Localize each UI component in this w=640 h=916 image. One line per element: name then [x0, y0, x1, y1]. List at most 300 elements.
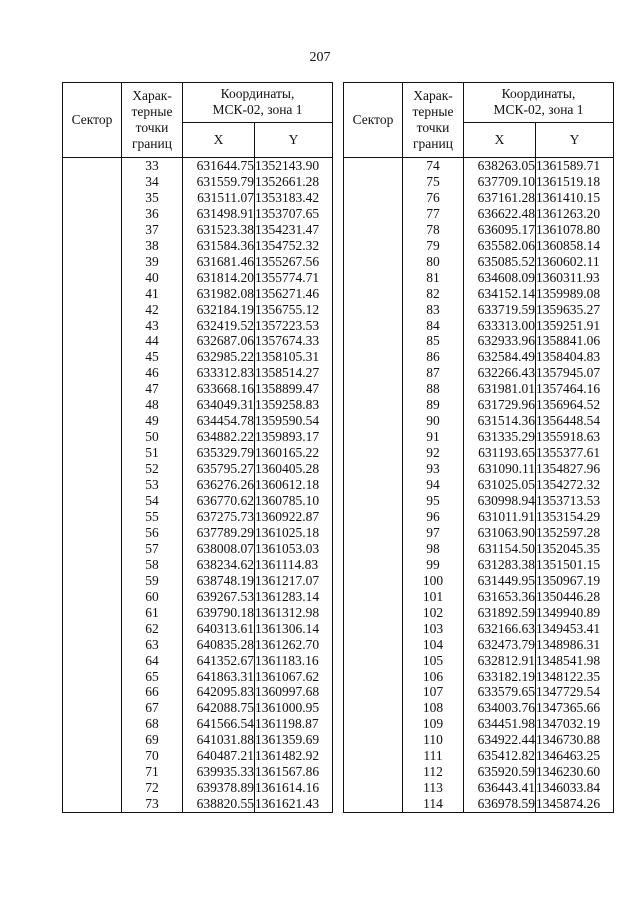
x-coordinate-cell: 631011.91	[464, 509, 536, 525]
y-coordinate-cell: 1350446.28	[536, 589, 614, 605]
sector-cell	[344, 413, 403, 429]
y-coordinate-cell: 1361183.16	[255, 653, 333, 669]
y-coordinate-cell: 1361306.14	[255, 621, 333, 637]
x-coordinate-cell: 640487.21	[183, 748, 255, 764]
point-number-cell: 66	[122, 684, 183, 700]
sector-cell	[63, 174, 122, 190]
sector-cell	[63, 222, 122, 238]
table-row	[63, 684, 333, 700]
sector-cell	[344, 509, 403, 525]
sector-cell	[344, 748, 403, 764]
y-coordinate-cell: 1359989.08	[536, 286, 614, 302]
point-number-cell: 61	[122, 605, 183, 621]
point-number-cell: 54	[122, 493, 183, 509]
point-number-cell: 38	[122, 238, 183, 254]
point-number-cell: 86	[403, 349, 464, 365]
sector-cell	[63, 302, 122, 318]
x-coordinate-cell: 635412.82	[464, 748, 536, 764]
y-coordinate-cell: 1356448.54	[536, 413, 614, 429]
table-row	[344, 254, 614, 270]
table-row	[63, 333, 333, 349]
point-number-cell: 47	[122, 381, 183, 397]
x-coordinate-cell: 636095.17	[464, 222, 536, 238]
y-coordinate-cell: 1353713.53	[536, 493, 614, 509]
point-number-cell: 108	[403, 700, 464, 716]
table-row	[344, 461, 614, 477]
y-coordinate-cell: 1361263.20	[536, 206, 614, 222]
points-header-line3: точки	[135, 120, 169, 135]
point-number-cell: 44	[122, 333, 183, 349]
x-coordinate-cell: 641352.67	[183, 653, 255, 669]
table-row	[63, 286, 333, 302]
point-number-cell: 84	[403, 318, 464, 334]
point-number-cell: 65	[122, 669, 183, 685]
y-coordinate-cell: 1354231.47	[255, 222, 333, 238]
table-row	[63, 413, 333, 429]
sector-cell	[63, 445, 122, 461]
sector-cell	[63, 270, 122, 286]
sector-cell	[63, 365, 122, 381]
y-coordinate-cell: 1356271.46	[255, 286, 333, 302]
x-coordinate-cell: 633313.00	[464, 318, 536, 334]
table-row	[63, 190, 333, 206]
x-coordinate-cell: 638748.19	[183, 573, 255, 589]
point-number-cell: 114	[403, 796, 464, 812]
point-number-cell: 105	[403, 653, 464, 669]
x-header: X	[464, 122, 536, 157]
sector-cell	[344, 764, 403, 780]
point-number-cell: 104	[403, 637, 464, 653]
points-header-line3: точки	[416, 120, 450, 135]
sector-cell	[63, 318, 122, 334]
sector-cell	[344, 525, 403, 541]
y-coordinate-cell: 1361114.83	[255, 557, 333, 573]
y-coordinate-cell: 1361198.87	[255, 716, 333, 732]
x-coordinate-cell: 638820.55	[183, 796, 255, 812]
coords-header	[183, 83, 333, 123]
x-coordinate-cell: 631193.65	[464, 445, 536, 461]
sector-cell	[63, 397, 122, 413]
table-row	[344, 509, 614, 525]
sector-cell	[63, 557, 122, 573]
point-number-cell: 33	[122, 158, 183, 174]
table-row	[344, 238, 614, 254]
y-coordinate-cell: 1347729.54	[536, 684, 614, 700]
y-coordinate-cell: 1358514.27	[255, 365, 333, 381]
table-row	[63, 461, 333, 477]
x-coordinate-cell: 631511.07	[183, 190, 255, 206]
y-coordinate-cell: 1361000.95	[255, 700, 333, 716]
sector-cell	[63, 637, 122, 653]
table-row	[63, 397, 333, 413]
x-coordinate-cell: 636622.48	[464, 206, 536, 222]
y-coordinate-cell: 1360165.22	[255, 445, 333, 461]
table-row	[344, 716, 614, 732]
table-row	[63, 349, 333, 365]
y-coordinate-cell: 1361067.62	[255, 669, 333, 685]
sector-cell	[344, 302, 403, 318]
sector-cell	[63, 780, 122, 796]
points-header-line1: Харак-	[413, 88, 453, 103]
x-coordinate-cell: 642088.75	[183, 700, 255, 716]
points-header-line2: терные	[131, 104, 173, 119]
y-coordinate-cell: 1360997.68	[255, 684, 333, 700]
y-coordinate-cell: 1357945.07	[536, 365, 614, 381]
table-row	[344, 445, 614, 461]
y-coordinate-cell: 1359635.27	[536, 302, 614, 318]
x-coordinate-cell: 634922.44	[464, 732, 536, 748]
sector-cell	[63, 541, 122, 557]
table-row	[63, 621, 333, 637]
sector-cell	[63, 238, 122, 254]
point-number-cell: 82	[403, 286, 464, 302]
table-row	[344, 174, 614, 190]
sector-cell	[63, 254, 122, 270]
table-row	[344, 764, 614, 780]
table-row	[63, 605, 333, 621]
y-coordinate-cell: 1348986.31	[536, 637, 614, 653]
table-row	[63, 222, 333, 238]
point-number-cell: 94	[403, 477, 464, 493]
table-row	[344, 477, 614, 493]
x-coordinate-cell: 632687.06	[183, 333, 255, 349]
sector-cell	[344, 780, 403, 796]
table-row	[344, 365, 614, 381]
point-number-cell: 39	[122, 254, 183, 270]
point-number-cell: 74	[403, 158, 464, 174]
x-coordinate-cell: 633668.16	[183, 381, 255, 397]
x-coordinate-cell: 638234.62	[183, 557, 255, 573]
y-coordinate-cell: 1345874.26	[536, 796, 614, 812]
table-row	[344, 525, 614, 541]
table-row	[344, 413, 614, 429]
coords-header-line1: Координаты,	[501, 86, 576, 102]
sector-cell	[63, 605, 122, 621]
point-number-cell: 68	[122, 716, 183, 732]
point-number-cell: 93	[403, 461, 464, 477]
sector-cell	[344, 286, 403, 302]
table-row	[344, 637, 614, 653]
point-number-cell: 56	[122, 525, 183, 541]
x-coordinate-cell: 634608.09	[464, 270, 536, 286]
sector-cell	[344, 493, 403, 509]
table-row	[344, 621, 614, 637]
x-coordinate-cell: 641031.88	[183, 732, 255, 748]
table-row	[63, 429, 333, 445]
x-coordinate-cell: 636276.26	[183, 477, 255, 493]
table-row	[63, 158, 333, 174]
table-row	[63, 541, 333, 557]
sector-cell	[63, 796, 122, 812]
table-row	[63, 206, 333, 222]
x-coordinate-cell: 634454.78	[183, 413, 255, 429]
table-row	[344, 206, 614, 222]
sector-cell	[344, 222, 403, 238]
point-number-cell: 64	[122, 653, 183, 669]
x-coordinate-cell: 632166.63	[464, 621, 536, 637]
table-row	[344, 190, 614, 206]
y-coordinate-cell: 1360785.10	[255, 493, 333, 509]
x-coordinate-cell: 637789.29	[183, 525, 255, 541]
x-coordinate-cell: 630998.94	[464, 493, 536, 509]
x-coordinate-cell: 639267.53	[183, 589, 255, 605]
sector-cell	[344, 716, 403, 732]
y-coordinate-cell: 1352661.28	[255, 174, 333, 190]
table-row	[63, 477, 333, 493]
x-coordinate-cell: 634003.76	[464, 700, 536, 716]
sector-cell	[63, 732, 122, 748]
table-row	[344, 653, 614, 669]
table-row	[63, 637, 333, 653]
table-row	[344, 748, 614, 764]
y-coordinate-cell: 1360602.11	[536, 254, 614, 270]
points-header-line4: границ	[132, 136, 172, 151]
x-coordinate-cell: 632933.96	[464, 333, 536, 349]
point-number-cell: 110	[403, 732, 464, 748]
y-coordinate-cell: 1360612.18	[255, 477, 333, 493]
table-row	[344, 286, 614, 302]
sector-cell	[344, 653, 403, 669]
point-number-cell: 75	[403, 174, 464, 190]
y-coordinate-cell: 1361262.70	[255, 637, 333, 653]
sector-cell	[63, 764, 122, 780]
y-coordinate-cell: 1361621.43	[255, 796, 333, 812]
y-coordinate-cell: 1351501.15	[536, 557, 614, 573]
sector-cell	[344, 700, 403, 716]
y-coordinate-cell: 1348541.98	[536, 653, 614, 669]
y-header: Y	[255, 122, 333, 157]
table-row	[344, 732, 614, 748]
x-coordinate-cell: 639378.89	[183, 780, 255, 796]
point-number-cell: 80	[403, 254, 464, 270]
sector-cell	[344, 429, 403, 445]
sector-cell	[63, 477, 122, 493]
x-coordinate-cell: 639935.33	[183, 764, 255, 780]
point-number-cell: 46	[122, 365, 183, 381]
sector-cell	[344, 573, 403, 589]
x-coordinate-cell: 631449.95	[464, 573, 536, 589]
point-number-cell: 90	[403, 413, 464, 429]
x-coordinate-cell: 640313.61	[183, 621, 255, 637]
x-coordinate-cell: 631814.20	[183, 270, 255, 286]
point-number-cell: 79	[403, 238, 464, 254]
sector-cell	[63, 413, 122, 429]
table-row	[344, 541, 614, 557]
points-header-line4: границ	[413, 136, 453, 151]
sector-cell	[344, 669, 403, 685]
table-row	[63, 365, 333, 381]
table-row	[344, 429, 614, 445]
point-number-cell: 95	[403, 493, 464, 509]
sector-cell	[344, 333, 403, 349]
coords-header-line1: Координаты,	[220, 86, 295, 102]
y-coordinate-cell: 1360858.14	[536, 238, 614, 254]
y-coordinate-cell: 1358105.31	[255, 349, 333, 365]
sector-cell	[63, 206, 122, 222]
point-number-cell: 83	[403, 302, 464, 318]
y-coordinate-cell: 1347032.19	[536, 716, 614, 732]
point-number-cell: 107	[403, 684, 464, 700]
x-coordinate-cell: 635085.52	[464, 254, 536, 270]
point-number-cell: 57	[122, 541, 183, 557]
sector-cell	[344, 397, 403, 413]
y-coordinate-cell: 1353154.29	[536, 509, 614, 525]
point-number-cell: 55	[122, 509, 183, 525]
x-coordinate-cell: 636443.41	[464, 780, 536, 796]
x-coordinate-cell: 632419.52	[183, 318, 255, 334]
x-coordinate-cell: 634049.31	[183, 397, 255, 413]
sector-cell	[63, 748, 122, 764]
y-coordinate-cell: 1355918.63	[536, 429, 614, 445]
x-coordinate-cell: 638263.05	[464, 158, 536, 174]
point-number-cell: 87	[403, 365, 464, 381]
x-coordinate-cell: 631025.05	[464, 477, 536, 493]
x-coordinate-cell: 632985.22	[183, 349, 255, 365]
x-coordinate-cell: 632473.79	[464, 637, 536, 653]
y-coordinate-cell: 1349940.89	[536, 605, 614, 621]
sector-cell	[344, 445, 403, 461]
sector-cell	[63, 716, 122, 732]
x-coordinate-cell: 634152.14	[464, 286, 536, 302]
table-row	[344, 684, 614, 700]
table-row	[344, 589, 614, 605]
x-coordinate-cell: 633579.65	[464, 684, 536, 700]
x-coordinate-cell: 631584.36	[183, 238, 255, 254]
point-number-cell: 60	[122, 589, 183, 605]
table-row	[63, 254, 333, 270]
right-table-body	[344, 158, 614, 813]
sector-cell	[63, 381, 122, 397]
point-number-cell: 34	[122, 174, 183, 190]
point-number-cell: 109	[403, 716, 464, 732]
x-coordinate-cell: 631559.79	[183, 174, 255, 190]
left-table-body	[63, 158, 333, 813]
sector-cell	[63, 525, 122, 541]
y-coordinate-cell: 1353183.42	[255, 190, 333, 206]
x-coordinate-cell: 631063.90	[464, 525, 536, 541]
table-row	[63, 381, 333, 397]
y-coordinate-cell: 1358841.06	[536, 333, 614, 349]
table-row	[63, 557, 333, 573]
table-row	[344, 796, 614, 812]
sector-cell	[63, 621, 122, 637]
point-number-cell: 88	[403, 381, 464, 397]
table-row	[344, 700, 614, 716]
x-coordinate-cell: 635920.59	[464, 764, 536, 780]
y-coordinate-cell: 1348122.35	[536, 669, 614, 685]
table-row	[63, 796, 333, 812]
y-coordinate-cell: 1360922.87	[255, 509, 333, 525]
y-coordinate-cell: 1358899.47	[255, 381, 333, 397]
sector-cell	[344, 206, 403, 222]
x-coordinate-cell: 640835.28	[183, 637, 255, 653]
table-row	[63, 669, 333, 685]
y-coordinate-cell: 1361053.03	[255, 541, 333, 557]
y-coordinate-cell: 1354752.32	[255, 238, 333, 254]
point-number-cell: 41	[122, 286, 183, 302]
coords-header-line2: МСК-02, зона 1	[493, 102, 584, 118]
table-row	[344, 381, 614, 397]
y-coordinate-cell: 1346730.88	[536, 732, 614, 748]
sector-cell	[344, 158, 403, 174]
point-number-cell: 111	[403, 748, 464, 764]
point-number-cell: 113	[403, 780, 464, 796]
point-number-cell: 101	[403, 589, 464, 605]
points-header-line1: Харак-	[132, 88, 172, 103]
x-coordinate-cell: 637161.28	[464, 190, 536, 206]
y-coordinate-cell: 1361217.07	[255, 573, 333, 589]
sector-header: Сектор	[63, 83, 122, 158]
x-coordinate-cell: 631729.96	[464, 397, 536, 413]
x-coordinate-cell: 638008.07	[183, 541, 255, 557]
sector-cell	[344, 174, 403, 190]
point-number-cell: 76	[403, 190, 464, 206]
table-row	[63, 493, 333, 509]
y-coordinate-cell: 1361482.92	[255, 748, 333, 764]
sector-cell	[344, 238, 403, 254]
point-number-cell: 53	[122, 477, 183, 493]
point-number-cell: 77	[403, 206, 464, 222]
y-coordinate-cell: 1359590.54	[255, 413, 333, 429]
y-coordinate-cell: 1360405.28	[255, 461, 333, 477]
x-coordinate-cell: 631892.59	[464, 605, 536, 621]
x-coordinate-cell: 631283.38	[464, 557, 536, 573]
table-row	[63, 716, 333, 732]
point-number-cell: 59	[122, 573, 183, 589]
point-number-cell: 72	[122, 780, 183, 796]
x-coordinate-cell: 631523.38	[183, 222, 255, 238]
x-header: X	[183, 122, 255, 157]
table-row	[63, 573, 333, 589]
point-number-cell: 62	[122, 621, 183, 637]
table-row	[344, 573, 614, 589]
x-coordinate-cell: 632812.91	[464, 653, 536, 669]
point-number-cell: 69	[122, 732, 183, 748]
sector-cell	[63, 509, 122, 525]
x-coordinate-cell: 631335.29	[464, 429, 536, 445]
y-coordinate-cell: 1358404.83	[536, 349, 614, 365]
x-coordinate-cell: 633312.83	[183, 365, 255, 381]
y-coordinate-cell: 1359893.17	[255, 429, 333, 445]
table-row	[63, 732, 333, 748]
coords-header-line2: МСК-02, зона 1	[212, 102, 303, 118]
x-coordinate-cell: 634451.98	[464, 716, 536, 732]
table-row	[63, 589, 333, 605]
table-row	[63, 780, 333, 796]
sector-cell	[63, 653, 122, 669]
sector-cell	[344, 589, 403, 605]
y-coordinate-cell: 1346230.60	[536, 764, 614, 780]
point-number-cell: 42	[122, 302, 183, 318]
table-row	[63, 318, 333, 334]
x-coordinate-cell: 642095.83	[183, 684, 255, 700]
table-row	[63, 445, 333, 461]
sector-cell	[344, 349, 403, 365]
y-coordinate-cell: 1354272.32	[536, 477, 614, 493]
y-coordinate-cell: 1353707.65	[255, 206, 333, 222]
point-number-cell: 36	[122, 206, 183, 222]
table-row	[63, 270, 333, 286]
point-number-cell: 45	[122, 349, 183, 365]
x-coordinate-cell: 631154.50	[464, 541, 536, 557]
sector-cell	[344, 190, 403, 206]
point-number-cell: 89	[403, 397, 464, 413]
x-coordinate-cell: 631090.11	[464, 461, 536, 477]
y-coordinate-cell: 1361078.80	[536, 222, 614, 238]
point-number-cell: 100	[403, 573, 464, 589]
sector-cell	[63, 286, 122, 302]
sector-cell	[63, 684, 122, 700]
